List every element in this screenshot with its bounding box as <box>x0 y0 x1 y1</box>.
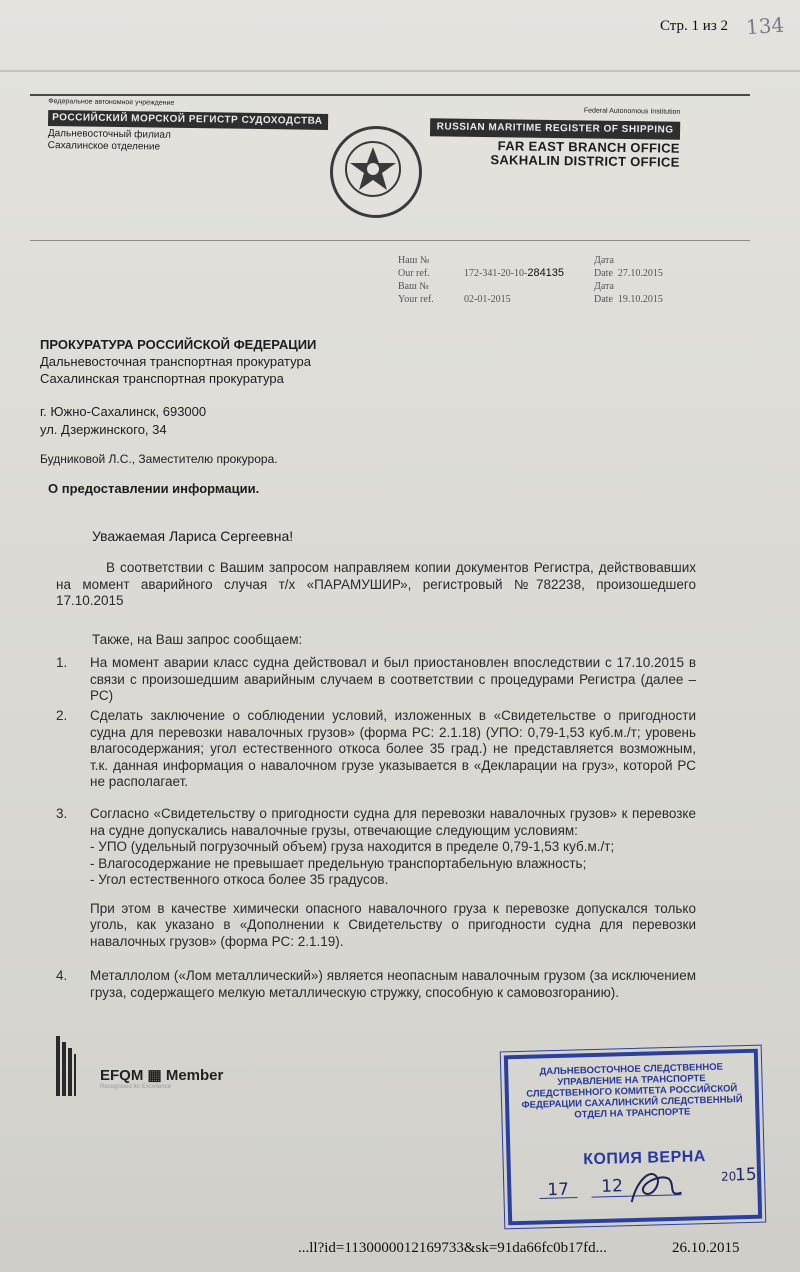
letterhead-right-small: Federal Autonomous Institution <box>583 107 681 116</box>
page-fold <box>0 70 800 72</box>
addressee-person: Будниковой Л.С., Заместителю прокурора. <box>40 452 278 466</box>
stamp-year: 15 <box>734 1164 757 1186</box>
stamp-copy-label: КОПИЯ ВЕРНА <box>583 1148 707 1169</box>
addressee-org-3: Сахалинская транспортная прокуратура <box>40 371 284 386</box>
addressee-org-1: ПРОКУРАТУРА РОССИЙСКОЙ ФЕДЕРАЦИИ <box>40 337 317 352</box>
list-bullet: - Угол естественного откоса более 35 градусов. <box>90 872 389 887</box>
stamp-month: 12 <box>601 1176 624 1197</box>
ref-your-date: 19.10.2015 <box>617 294 663 305</box>
list-item-4 <box>56 968 696 1001</box>
addressee-block <box>40 336 316 387</box>
ref-date-ru-label-2: Дата <box>594 281 614 292</box>
list-item-text: Согласно «Свидетельству о пригодности судна для перевозки навалочных грузов» к перевозке на судне допускались навалочные грузы, отвечающие следующим условиям: <box>90 806 696 838</box>
list-item-text: На момент аварии класс судна действовал и был приостановлен впоследствии с 17.10.2015 в связи с произошедшим аварийным случаем в соответствии с процедурами Регистра (далее – РС) <box>90 655 696 703</box>
list-item-text: Металлолом («Лом металлический») является неопасным навалочным грузом (за исключением груза, содержащего мелкую металлическую стружку, способную к самовозгоранию). <box>90 968 696 1000</box>
list-bullet: - Влагосодержание не превышает предельную транспортабельную влажность; <box>90 855 587 871</box>
addressee-street: ул. Дзержинского, 34 <box>40 422 167 437</box>
ref-our-en-label: Our ref. <box>398 268 430 279</box>
stamp-day: 17 <box>547 1179 570 1201</box>
letterhead-right-title: RUSSIAN MARITIME REGISTER OF SHIPPING <box>430 118 680 139</box>
addressee-org-2: Дальневосточная транспортная прокуратура <box>40 354 311 369</box>
letterhead-top-rule <box>30 94 750 96</box>
ref-your-ru-label: Ваш № <box>398 281 429 292</box>
list-item-number: 1. <box>56 655 68 670</box>
ref-our-number: 284135 <box>527 267 565 279</box>
efqm-bars-icon <box>56 1036 76 1096</box>
ref-your-en-label: Your ref. <box>398 294 434 305</box>
ref-date-en-label-2: Date <box>594 294 613 305</box>
letter-salutation: Уважаемая Лариса Сергеевна! <box>92 528 294 544</box>
letterhead-left <box>48 96 329 156</box>
footer-url: ...ll?id=1130000012169733&sk=91da66fc0b17fd... <box>298 1240 607 1256</box>
letterhead-bottom-rule <box>30 240 750 241</box>
letter-intro: В соответствии с Вашим запросом направляем копии документов Регистра, действовавших на момент аварийного случая т/х «ПАРАМУШИР», регистровый №782238, произошедшего 17.10.2015 <box>56 560 696 608</box>
list-item-text: Сделать заключение о соблюдении условий, изложенных в «Свидетельстве о пригодности судна для перевозки навалочных грузов» (форма РС: 2.1.18) (УПО: 0,79-1,53 куб.м./т; уровень влагосодержания; угол естественного откоса более 35 град.) не представляется возможным, т.к. данная информация о навалочном грузе указывается в «Декларации на груз», которой РС не располагает. <box>90 708 696 789</box>
ref-our-value: 172-341-20-10- <box>464 268 528 279</box>
letter-also: Также, на Ваш запрос сообщаем: <box>92 632 303 647</box>
letterhead-left-title: РОССИЙСКИЙ МОРСКОЙ РЕГИСТР СУДОХОДСТВА <box>48 110 328 130</box>
letterhead-left-small: Федеральное автономное учреждение <box>48 98 175 107</box>
list-item-number: 2. <box>56 708 68 723</box>
ref-date-ru-label: Дата <box>594 255 614 266</box>
letter-subject: О предоставлении информации. <box>48 481 260 496</box>
list-item-1 <box>56 655 696 705</box>
stamp-org: ДАЛЬНЕВОСТОЧНОЕ СЛЕДСТВЕННОЕ УПРАВЛЕНИЕ НА ТРАНСПОРТЕ СЛЕДСТВЕННОГО КОМИТЕТА РОССИЙСКОЙ ФЕДЕРАЦИИ САХАЛИНСКИЙ СЛЕДСТВЕННЫЙ ОТДЕЛ НА ТРАНСПОРТЕ <box>521 1061 743 1121</box>
ref-date-en-label: Date <box>594 268 613 279</box>
print-footer <box>0 1236 800 1272</box>
addressee-city: г. Южно-Сахалинск, 693000 <box>40 404 207 419</box>
footer-date: 26.10.2015 <box>672 1240 740 1256</box>
certified-copy-stamp <box>504 1049 762 1226</box>
ref-our-date: 27.10.2015 <box>617 268 663 279</box>
stamp-date: 17 12 20 15 <box>511 1167 758 1213</box>
register-emblem-icon <box>330 126 422 218</box>
list-item-3 <box>56 806 696 950</box>
ref-your-value: 02-01-2015 <box>464 294 511 305</box>
page-number: Стр. 1 из 2 <box>660 18 728 34</box>
efqm-label: EFQM ▦ Member <box>100 1067 224 1084</box>
ref-our-ru-label: Наш № <box>398 255 430 266</box>
letterhead-right <box>430 102 681 169</box>
list-item-2 <box>56 708 696 791</box>
handwritten-page-mark: 134 <box>745 12 785 40</box>
list-item-number: 4. <box>56 968 68 983</box>
list-item-extra: При этом в качестве химически опасного навалочного груза к перевозке допускался только уголь, как указано в «Дополнении к Свидетельству о пригодности судна для перевозки навалочных грузов» (форма РС: 2.1.19). <box>90 900 696 949</box>
list-item-number: 3. <box>56 806 68 821</box>
letterhead-right-office: SAKHALIN DISTRICT OFFICE <box>490 152 680 170</box>
letterhead-right-branch: FAR EAST BRANCH OFFICE <box>497 138 680 156</box>
letterhead-left-office: Сахалинское отделение <box>47 140 161 153</box>
reference-block <box>398 254 698 306</box>
efqm-sub: Recognised for Excellence <box>100 1084 172 1090</box>
list-bullet: - УПО (удельный погрузочный объем) груза находится в пределе 0,79-1,53 куб.м./т; <box>90 839 615 854</box>
letterhead-left-branch: Дальневосточный филиал <box>47 128 171 141</box>
